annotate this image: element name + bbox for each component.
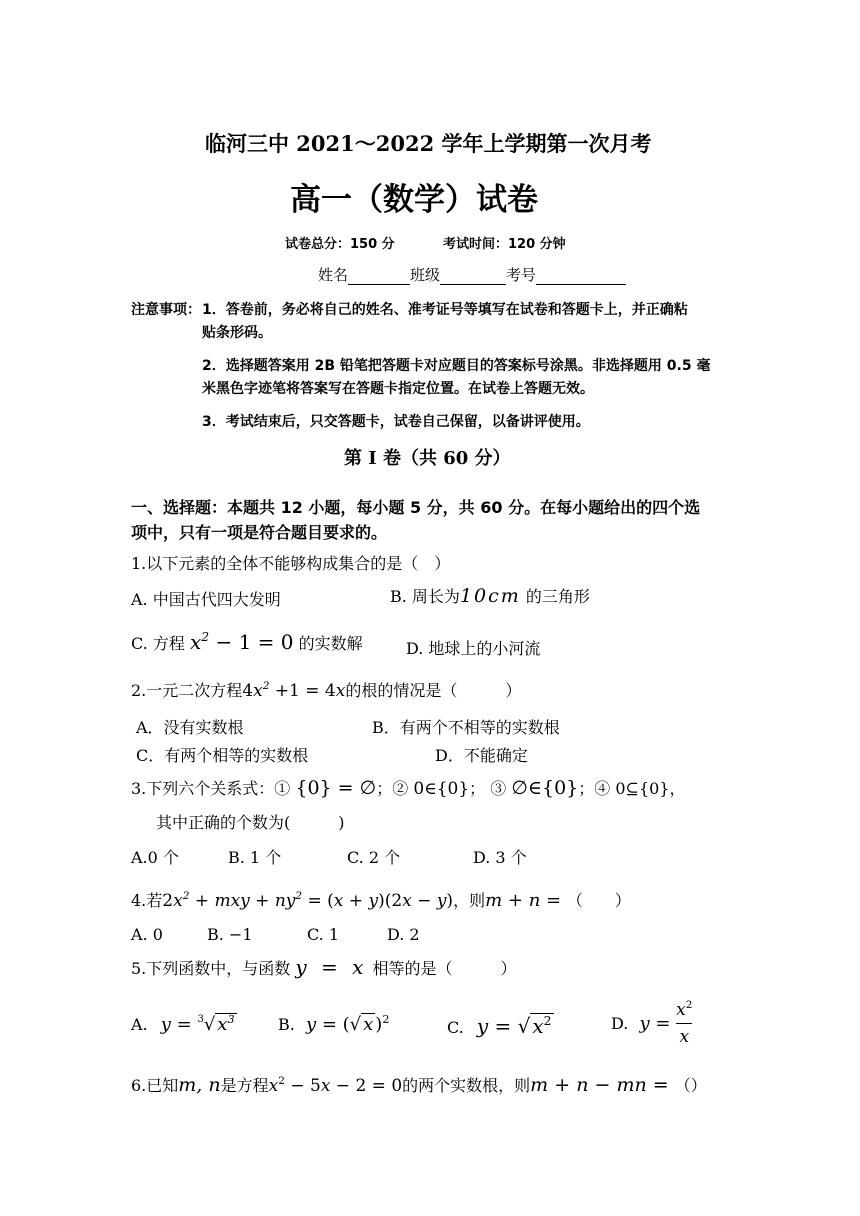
q3-end: ， xyxy=(669,779,686,798)
q5-option-d-formula-lhs: y = xyxy=(639,1013,677,1034)
q5-stem-text: 5.下列函数中，与函数 xyxy=(131,959,291,978)
q6-target: m + n − mn = xyxy=(530,1074,675,1096)
class-label: 班级 xyxy=(410,266,441,284)
exam-no-blank[interactable] xyxy=(536,269,626,285)
name-label: 姓名 xyxy=(318,266,349,284)
q4-stem xyxy=(131,888,631,911)
q1-option-b-text: B. 周长为 xyxy=(390,587,460,606)
q4-target: m + n = xyxy=(485,890,567,911)
q1-option-c-suffix: 的实数解 xyxy=(293,634,363,653)
q3-stem-line2: 其中正确的个数为( ) xyxy=(156,813,345,832)
q5-option-a xyxy=(131,1013,237,1035)
q5-option-d-label: D. xyxy=(611,1014,629,1033)
q2-option-a: A．没有实数根 xyxy=(136,718,244,737)
notice-label: 注意事项： xyxy=(131,302,201,318)
q2-stem-text: 2.一元二次方程 xyxy=(131,681,243,700)
exam-time: 考试时间：120 分钟 xyxy=(443,237,566,252)
exam-no-label: 考号 xyxy=(506,266,537,284)
exam-title: 高一（数学）试卷 xyxy=(290,182,538,218)
q2-stem xyxy=(131,678,521,701)
q3-sep-3: ；④ xyxy=(578,779,611,798)
q3-stem-text: 3.下列六个关系式：① xyxy=(131,779,291,798)
q1-option-c-text: C. 方程 xyxy=(131,634,185,653)
q4-option-c: C. 1 xyxy=(307,925,340,944)
q5-option-c-formula: y = √ $x^2$ xyxy=(476,1012,552,1038)
q1-option-b-suffix: 的三角形 xyxy=(520,587,590,606)
q4-equation: $2x^2$ + mxy + $ny^2 = (x + y)(2x - y)$ xyxy=(162,890,454,911)
q5-option-c xyxy=(447,1013,554,1038)
q5-option-b-label: B. xyxy=(278,1015,295,1034)
q5-option-a-formula: y = $^3$√ $x^3$ xyxy=(160,1012,235,1035)
q6-stem-end: （） xyxy=(674,1076,707,1095)
q5-option-d xyxy=(611,1000,692,1047)
q6-stem xyxy=(131,1073,707,1096)
q3-option-d: D. 3 个 xyxy=(473,848,527,867)
q2-equation: $4x^2 +1 = 4x$ xyxy=(242,680,346,701)
q6-vars: m, n xyxy=(178,1074,221,1096)
q3-option-c: C. 2 个 xyxy=(347,848,401,867)
section-heading-line1: 一、选择题：本题共 12 小题，每小题 5 分，共 60 分。在每小题给出的四个选 xyxy=(131,498,701,517)
q6-equation: $x^2 - 5x - 2 = 0$ xyxy=(268,1075,403,1096)
notice-item-2-line2: 米黑色字迹笔将答案写在答题卡指定位置。在试卷上答题无效。 xyxy=(202,381,594,397)
q1-option-b-math: 10cm xyxy=(459,585,521,607)
q4-stem-end: （ ） xyxy=(566,891,631,910)
class-blank[interactable] xyxy=(440,269,506,285)
q5-option-c-label: C. xyxy=(447,1018,464,1037)
q6-stem-mid: 是方程 xyxy=(220,1076,269,1095)
q3-option-a: A.0 个 xyxy=(131,848,179,867)
q3-relation-4: 0⊆{0} xyxy=(615,779,670,798)
q4-option-d: D. 2 xyxy=(387,925,420,944)
q3-sep-2: ； ③ xyxy=(469,779,507,798)
q1-stem: 1.以下元素的全体不能够构成集合的是（ ） xyxy=(131,554,451,573)
notice-item-2-line1: 2．选择题答案用 2B 铅笔把答题卡对应题目的答案标号涂黑。非选择题用 0.5 毫 xyxy=(202,358,711,374)
q4-stem-text: 4.若 xyxy=(131,891,163,910)
q3-sep-1: ；② xyxy=(376,779,409,798)
volume-title: 第 Ⅰ 卷（共 60 分） xyxy=(344,448,511,469)
q5-option-d-fraction: $\frac{x^2}{x}$ xyxy=(676,999,693,1047)
q1-option-b xyxy=(390,584,590,607)
q4-option-a: A. 0 xyxy=(131,925,163,944)
q3-relation-3: ∅∈{0} xyxy=(511,777,579,799)
notice-item-1-line2: 贴条形码。 xyxy=(202,325,272,341)
student-info-row xyxy=(318,264,626,285)
q1-option-d: D. 地球上的小河流 xyxy=(406,639,541,658)
q5-option-b xyxy=(278,1013,389,1035)
q1-option-a: A. 中国古代四大发明 xyxy=(131,590,281,609)
total-score: 试卷总分：150 分 xyxy=(285,237,395,252)
q5-stem-suffix: 相等的是（ ） xyxy=(372,959,517,978)
q2-option-b: B．有两个不相等的实数根 xyxy=(372,718,560,737)
q3-option-b: B. 1 个 xyxy=(228,848,282,867)
name-blank[interactable] xyxy=(348,269,410,285)
notice-item-1-line1: 1．答卷前，务必将自己的姓名、准考证号等填写在试卷和答题卡上，并正确粘 xyxy=(202,302,688,318)
q2-stem-suffix: 的根的情况是（ ） xyxy=(345,681,522,700)
q1-option-c-equation: $x^2 - 1 = 0$ xyxy=(189,628,294,654)
notice-item-3: 3．考试结束后，只交答题卡，试卷自己保留，以备讲评使用。 xyxy=(202,414,590,430)
q6-stem-text: 6.已知 xyxy=(131,1076,179,1095)
q3-relation-2: 0∈{0} xyxy=(413,779,470,799)
q4-option-b: B. −1 xyxy=(207,925,253,944)
q2-option-c: C．有两个相等的实数根 xyxy=(136,746,309,765)
q6-stem-suffix: 的两个实数根，则 xyxy=(402,1076,531,1095)
q2-option-d: D．不能确定 xyxy=(435,746,528,765)
school-title: 临河三中 2021～2022 学年上学期第一次月考 xyxy=(205,131,652,156)
q1-option-c xyxy=(131,630,363,654)
section-heading-line2: 项中，只有一项是符合题目要求的。 xyxy=(131,523,388,542)
q5-stem-math: y = x xyxy=(295,955,368,979)
q3-stem xyxy=(131,776,686,799)
q5-option-b-formula: y = (√ x )$^2$ xyxy=(305,1012,390,1035)
q5-stem xyxy=(131,955,517,979)
q5-option-a-label: A. xyxy=(131,1015,148,1034)
q4-stem-mid: ，则 xyxy=(453,891,486,910)
q3-relation-1: {0} = ∅ xyxy=(295,777,377,799)
